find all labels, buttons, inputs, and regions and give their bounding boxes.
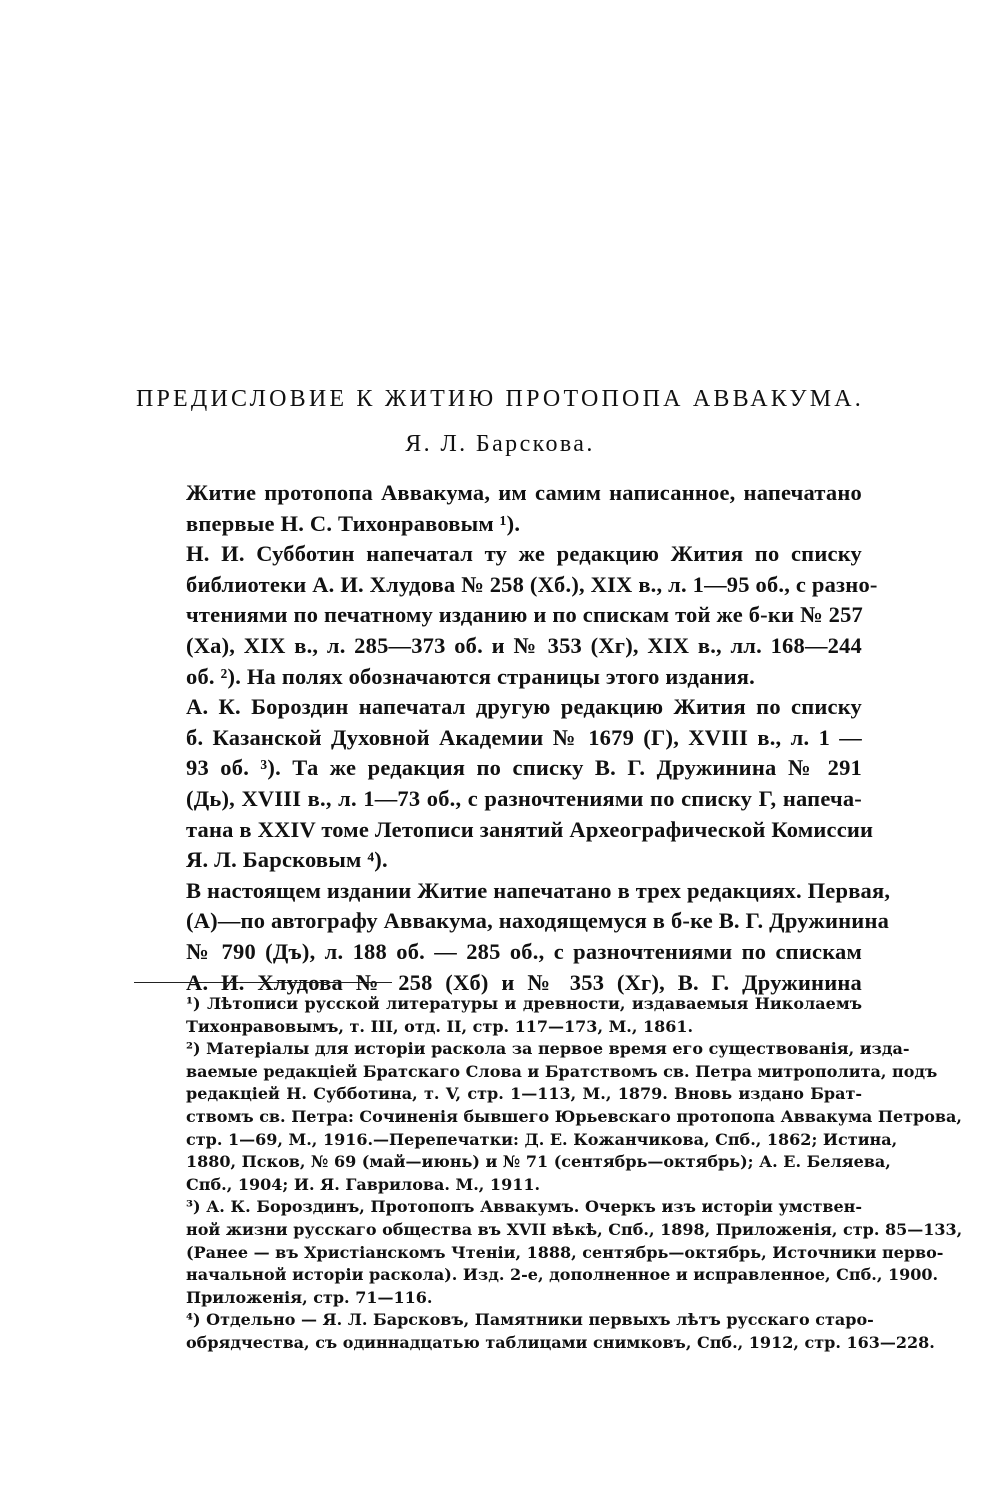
text-line: В настоящем издании Житие напечатано в трех редакциях. Первая, [186,877,891,903]
text-line: библиотеки А. И. Хлудова № 258 (Хб.), XIX в., л. 1—95 об., с разно- [186,571,878,597]
footnote-line: обрядчества, съ одиннадцатью таблицами снимковъ, Спб., 1912, стр. 163—228. [186,1332,935,1352]
footnote-line: ³) А. К. Бороздинъ, Протопопъ Аввакумъ. Очеркъ изъ исторіи умствен- [186,1197,862,1217]
footnote-line: Спб., 1904; И. Я. Гаврилова. М., 1911. [186,1174,541,1194]
paragraph [134,478,862,539]
footnote-line: Приложенія, стр. 71—116. [186,1287,433,1307]
footnote-line: ²) Матеріалы для исторіи раскола за первое время его существованія, изда- [186,1039,910,1059]
body-text [134,478,891,998]
footnote-line: ¹) Лѣтописи русской литературы и древности, издаваемыя Николаемъ [186,994,862,1013]
text-line: чтениями по печатному изданию и по спискам той же б-ки № 257 [186,602,864,628]
author-line: Я. Л. Барскова. [405,431,595,457]
footnote [134,1309,935,1354]
footnote-line: редакціей Н. Субботина, т. V, стр. 1—113, М., 1879. Вновь издано Брат- [186,1084,862,1104]
text-line: тана в XXIV томе Летописи занятий Археографической Комиссии [186,816,874,842]
text-line: Н. И. Субботин напечатал ту же редакцию Жития по списку [186,541,862,567]
footnote-divider [134,982,392,983]
document-title: ПРЕДИСЛОВИЕ К ЖИТИЮ ПРОТОПОПА АВВАКУМА. [135,386,865,412]
text-line: б. Казанской Духовной Академии № 1679 (Г), XVIII в., л. 1 — [186,724,862,750]
paragraph [134,539,878,692]
text-line: Житие протопопа Аввакума, им самим написанное, напечатано [186,480,862,505]
footnote-line: (Ранее — въ Христіанскомъ Чтеніи, 1888, сентябрь—октябрь, Источники перво- [186,1242,944,1262]
footnote-line: ваемые редакціей Братскаго Слова и Братствомъ св. Петра митрополита, подъ [186,1061,938,1081]
footnote-line: 1880, Псков, № 69 (май—июнь) и № 71 (сентябрь—октябрь); А. Е. Беляева, [186,1152,891,1172]
text-line: Я. Л. Барсковым ⁴). [186,847,388,873]
footnote [134,1196,963,1309]
text-line: А. К. Бороздин напечатал другую редакцию Жития по списку [186,694,862,720]
footnote-line: стр. 1—69, М., 1916.—Перепечатки: Д. Е. Кожанчикова, Спб., 1862; Истина, [186,1129,898,1149]
text-line: (Дь), XVIII в., л. 1—73 об., с разночтениями по списку Г, напеча- [186,785,862,811]
footnote-line: ной жизни русскаго общества въ XVII вѣкѣ, Спб., 1898, Приложенія, стр. 85—133, [186,1219,963,1239]
paragraph [134,876,891,998]
footnote [134,1038,962,1196]
text-line: А. И. Хлудова № 258 (Хб) и № 353 (Хг), В. Г. Дружинина [186,969,862,995]
text-line: № 790 (Дъ), л. 188 об. — 285 об., с разночтениями по спискам [186,938,862,964]
text-line: об. ²). На полях обозначаются страницы этого издания. [186,663,755,689]
footnote-line: Тихонравовымъ, т. III, отд. II, стр. 117—173, М., 1861. [186,1016,694,1036]
footnote-line: начальной исторіи раскола). Изд. 2-е, дополненное и исправленное, Спб., 1900. [186,1265,939,1285]
footnotes [134,993,963,1355]
text-line: 93 об. ³). Та же редакция по списку В. Г. Дружинина № 291 [186,755,862,781]
footnote-line: ствомъ св. Петра: Сочиненія бывшего Юрьевскаго протопопа Аввакума Петрова, [186,1106,962,1126]
footnote-line: ⁴) Отдельно — Я. Л. Барсковъ, Памятники первыхъ лѣтъ русскаго старо- [186,1310,874,1330]
paragraph [134,692,874,876]
text-line: (Ха), XIX в., л. 285—373 об. и № 353 (Хг), XIX в., лл. 168—244 [186,632,862,658]
text-line: (А)—по автографу Аввакума, находящемуся в б-ке В. Г. Дружинина [186,908,890,934]
text-line: впервые Н. С. Тихонравовым ¹). [186,510,521,536]
footnote [134,993,862,1038]
